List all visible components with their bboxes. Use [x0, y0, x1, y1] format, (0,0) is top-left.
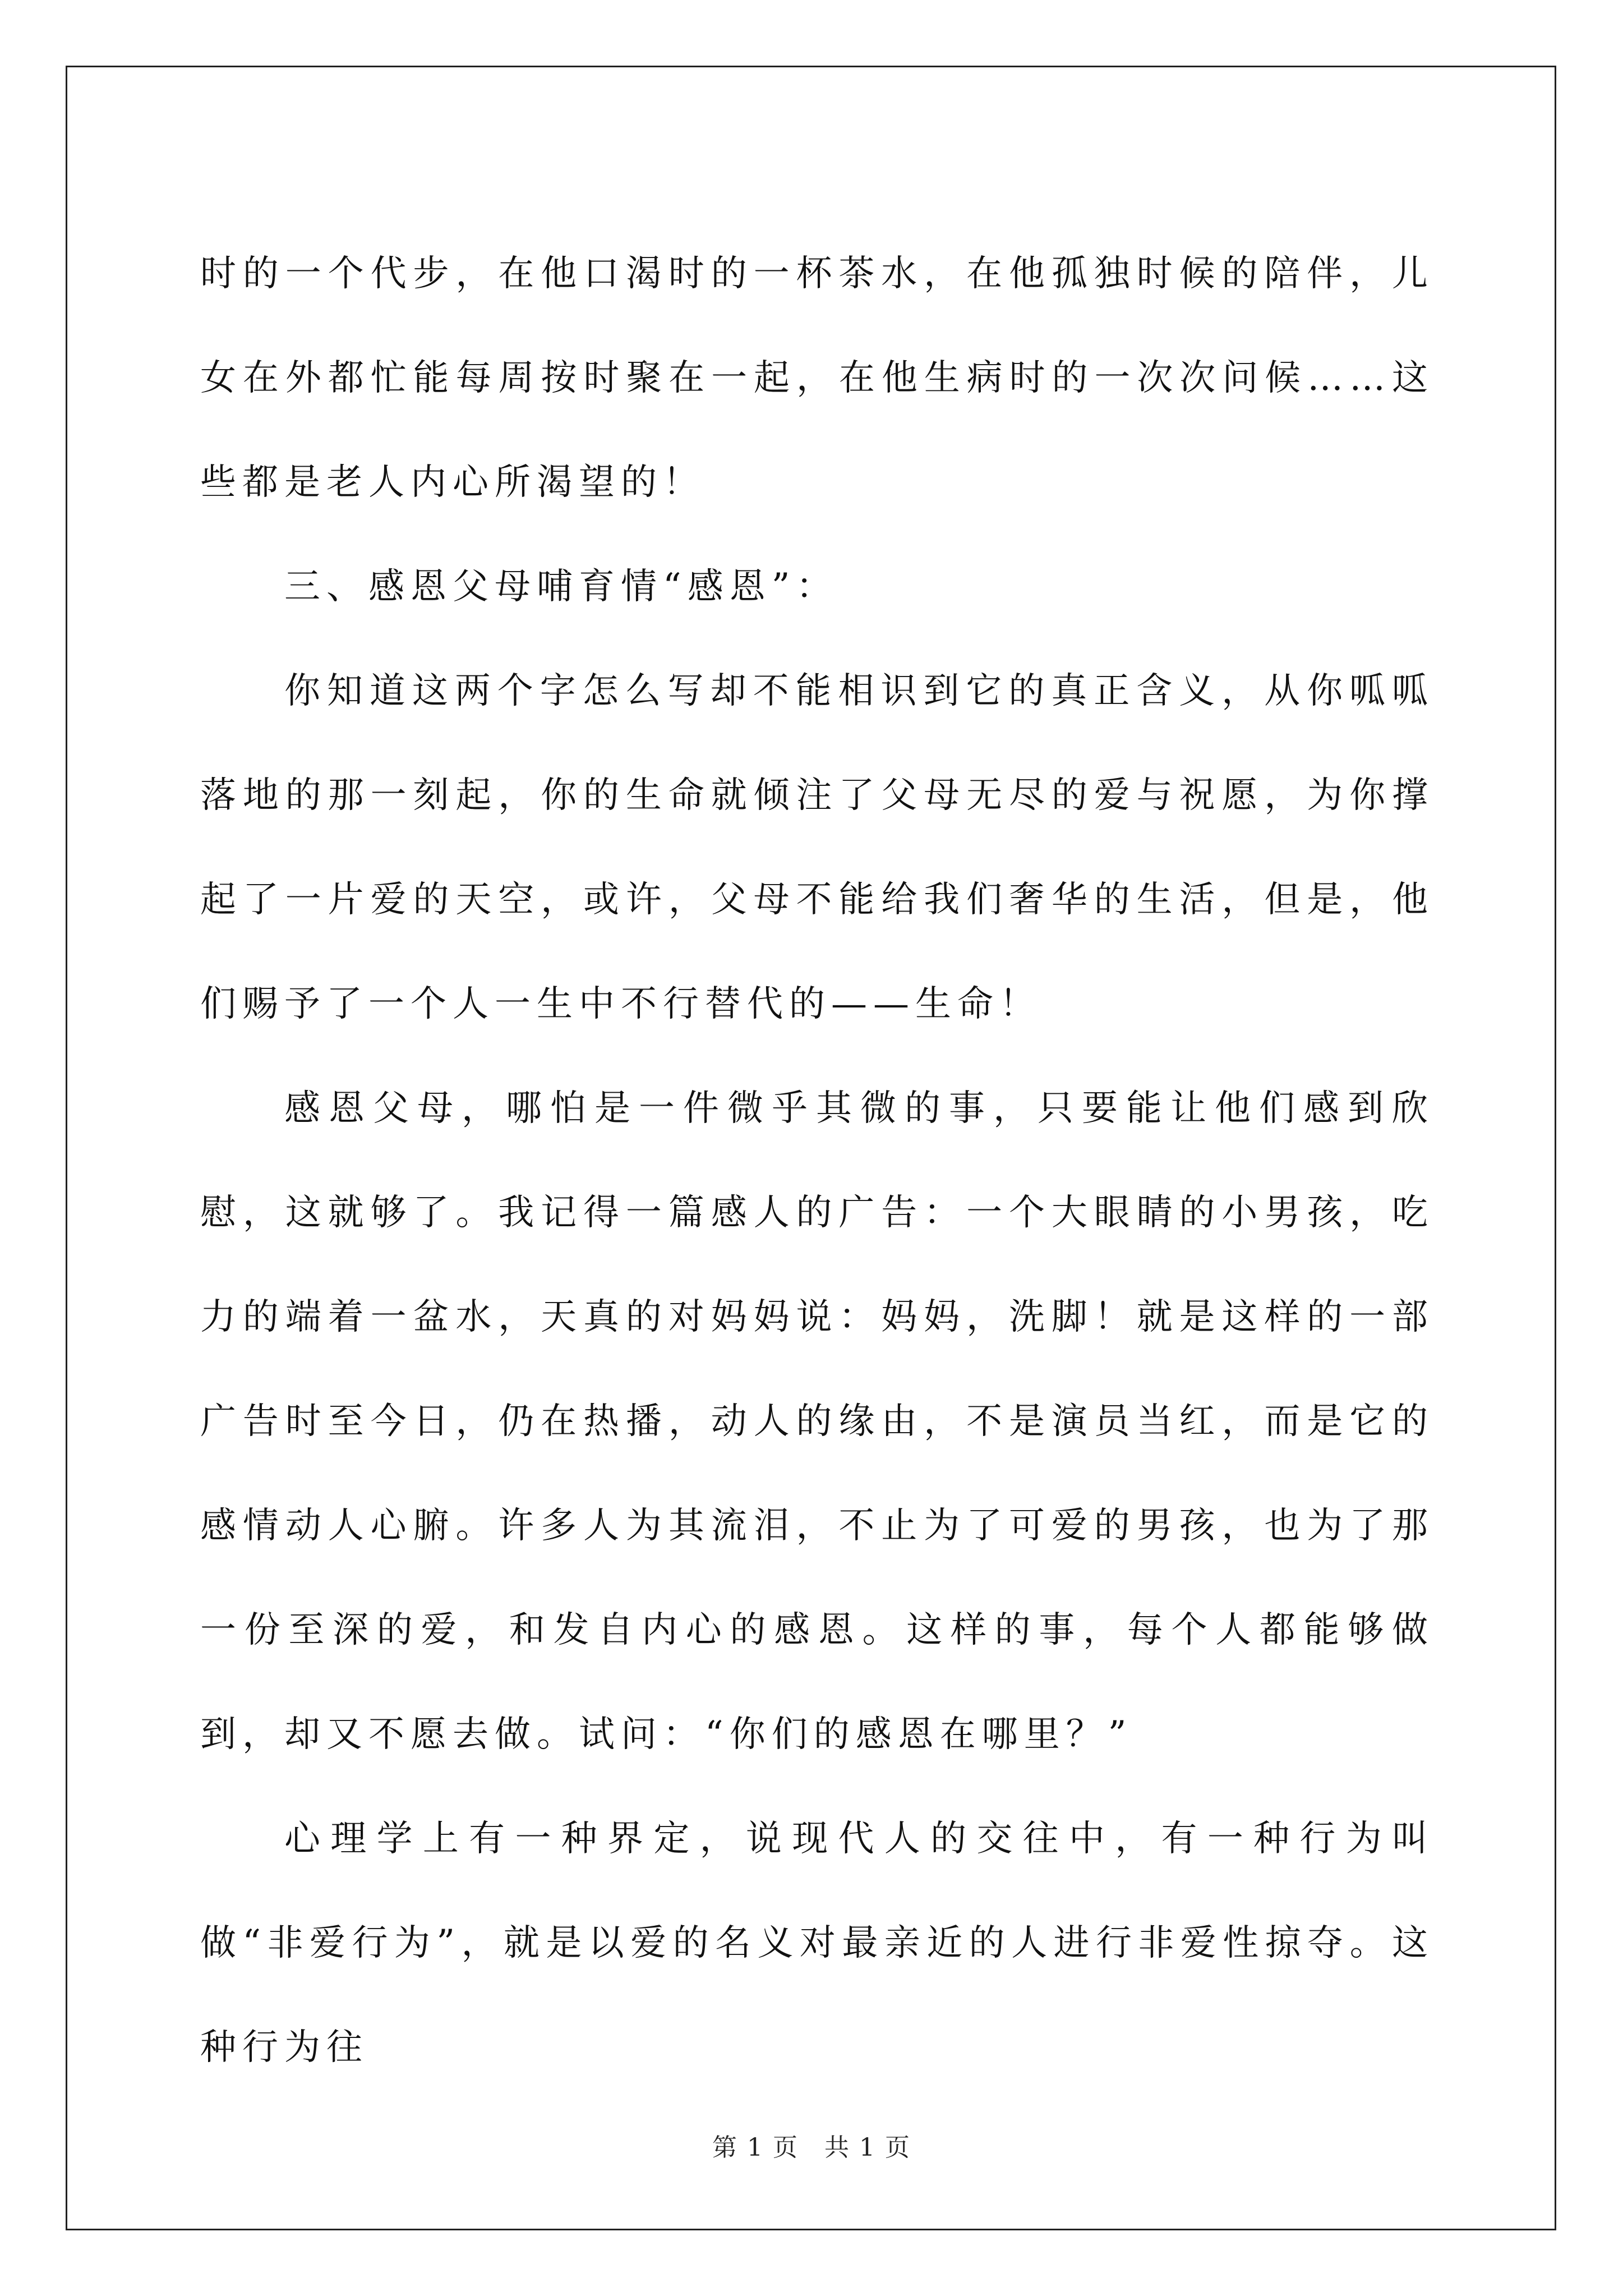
paragraph-5: 心理学上有一种界定，说现代人的交往中，有一种行为叫做“非爱行为”，就是以爱的名义对最亲近的人进行非爱性掠夺。这种行为往 — [200, 1818, 1434, 2068]
paragraph-3: 你知道这两个字怎么写却不能相识到它的真正含义，从你呱呱落地的那一刻起，你的生命就倾注了父母无尽的爱与祝愿，为你撑起了一片爱的天空，或许，父母不能给我们奢华的生活，但是，他们赐予了一个人一生中不行替代的——生命！ — [200, 670, 1434, 1025]
paragraph-1: 时的一个代步，在他口渴时的一杯茶水，在他孤独时候的陪伴，儿女在外都忙能每周按时聚在一起，在他生病时的一次次问候……这些都是老人内心所渴望的！ — [200, 253, 1434, 503]
document-body — [200, 222, 1434, 2100]
paragraph-2-heading: 三、感恩父母哺育情“感恩”： — [284, 566, 838, 608]
page-number-footer: 第 1 页 共 1 页 — [712, 2133, 911, 2162]
paragraph-4: 感恩父母，哪怕是一件微乎其微的事，只要能让他们感到欣慰，这就够了。我记得一篇感人的广告：一个大眼睛的小男孩，吃力的端着一盆水，天真的对妈妈说：妈妈，洗脚！就是这样的一部广告时至今日，仍在热播，动人的缘由，不是演员当红，而是它的感情动人心腑。许多人为其流泪，不止为了可爱的男孩，也为了那一份至深的爱，和发自内心的感恩。这样的事，每个人都能够做到，却又不愿去做。试问：“你们的感恩在哪里？” — [200, 1088, 1434, 1755]
